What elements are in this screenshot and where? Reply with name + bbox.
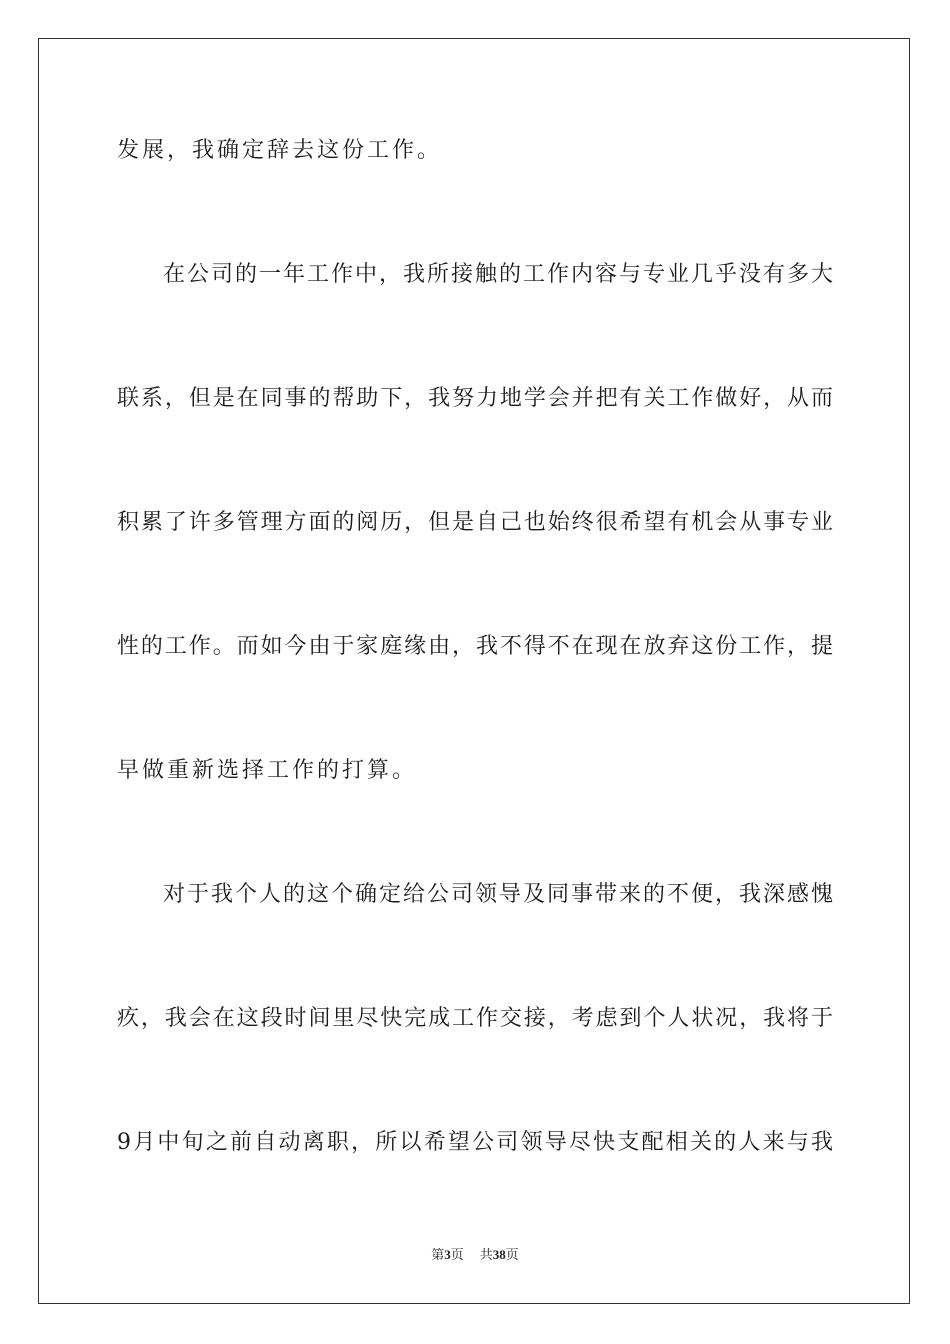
page-prefix: 第 — [431, 1248, 445, 1263]
text-line-5: 性的工作。而如今由于家庭缘由，我不得不在现在放弃这份工作，提 — [117, 634, 833, 659]
paragraph-indent-line-2: 在公司的一年工作中，我所接触的工作内容与专业几乎没有多大 — [163, 262, 833, 287]
total-pages: 38 — [492, 1247, 506, 1262]
text-line-8: 疚，我会在这段时间里尽快完成工作交接，考虑到个人状况，我将于 — [117, 1006, 833, 1031]
text-line-1: 发展，我确定辞去这份工作。 — [117, 138, 443, 163]
page-number: 3 — [444, 1247, 451, 1262]
page-suffix: 页 — [450, 1248, 464, 1263]
text-line-9: 9月中旬之前自动离职，所以希望公司领导尽快支配相关的人来与我 — [117, 1130, 833, 1155]
text-line-4: 积累了许多管理方面的阅历，但是自己也始终很希望有机会从事专业 — [117, 510, 833, 535]
text-line-3: 联系，但是在同事的帮助下，我努力地学会并把有关工作做好，从而 — [117, 386, 833, 411]
text-line-6: 早做重新选择工作的打算。 — [117, 758, 418, 783]
total-prefix: 共 — [479, 1248, 493, 1263]
page-border — [38, 38, 910, 1304]
total-suffix: 页 — [505, 1248, 519, 1263]
paragraph-indent-line-7: 对于我个人的这个确定给公司领导及同事带来的不便，我深感愧 — [163, 882, 833, 907]
page-footer — [0, 1246, 950, 1265]
